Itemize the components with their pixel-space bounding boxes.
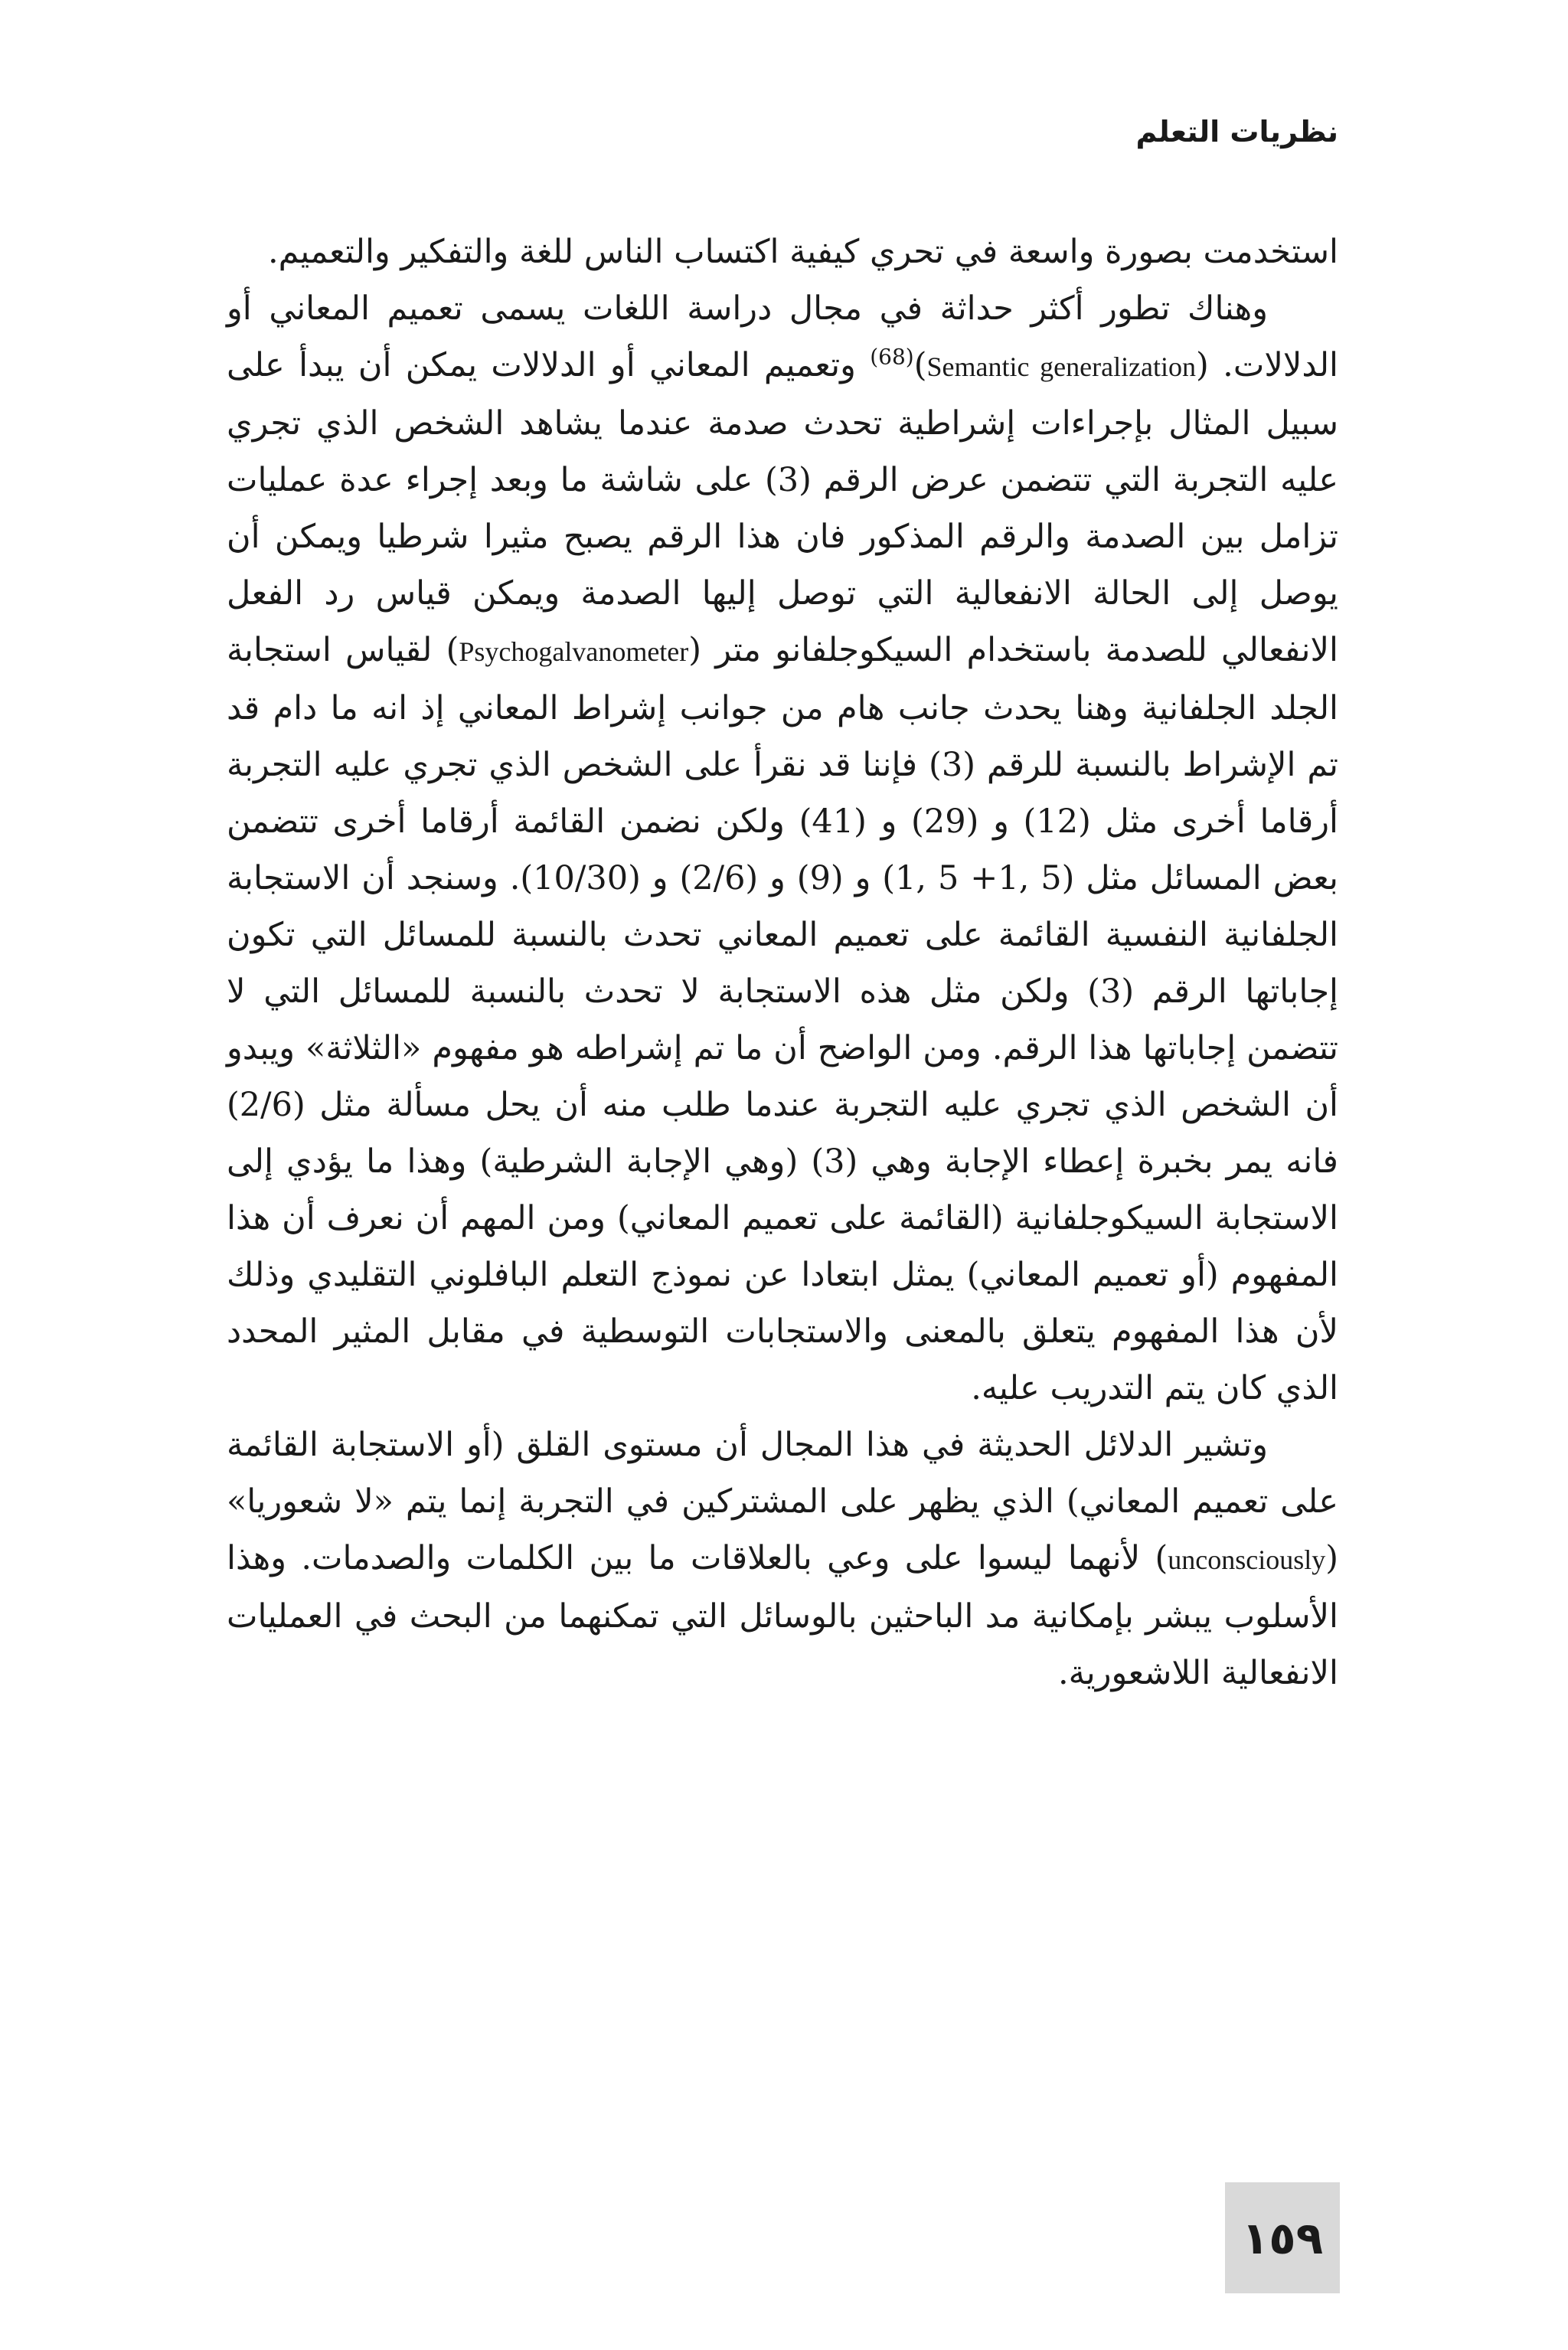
paragraph-2-after-latin: ): [913, 346, 927, 384]
latin-term-unconsciously: unconsciously: [1168, 1544, 1326, 1575]
paragraph-2-after: وتعميم المعاني أو الدلالات يمكن أن يبدأ على سبيل المثال بإجراءات إشراطية تحدث صدمة عندما يشاهد الشخص الذي تجري عليه التجربة التي تتضمن عرض الرقم (3) على شاشة ما وبعد إجراء عدة عمليات تزامل بين الصدمة والرقم المذكور فان هذا الرقم يصبح مثيرا شرطيا ويمكن أن يوصل إلى الحالة الانفعالية التي توصل إليها الصدمة ويمكن قياس رد الفعل الانفعالي للصدمة باستخدام السيكوجلفانو متر (: [227, 346, 1338, 669]
paragraph-3-before: وتشير الدلائل الحديثة في هذا المجال أن مستوى القلق (أو الاستجابة القائمة على تعميم المعاني) الذي يظهر على المشتركين في التجربة إنما يتم «لا شعوريا» (: [227, 1426, 1338, 1577]
paragraph-1-text: استخدمت بصورة واسعة في تحري كيفية اكتساب الناس للغة والتفكير والتعميم.: [268, 233, 1338, 271]
page-number: ١٥٩: [1241, 2211, 1324, 2264]
paragraph-3: [227, 1417, 1338, 1701]
paragraph-2-continued: ) لقياس استجابة الجلد الجلفانية وهنا يحدث جانب هام من جوانب إشراط المعاني إذ انه ما دام قد تم الإشراط بالنسبة للرقم (3) فإننا قد نقرأ على الشخص الذي تجري عليه التجربة أرقاما أخرى مثل (12) و (29) و (41) ولكن نضمن القائمة أرقاما أخرى تتضمن بعض المسائل مثل (5 ,1+ 5 ,1) و (9) و (2/6) و (10/30). وسنجد أن الاستجابة الجلفانية النفسية القائمة على تعميم المعاني تحدث بالنسبة للمسائل التي تكون إجاباتها الرقم (3) ولكن مثل هذه الاستجابة لا تحدث بالنسبة للمسائل التي لا تتضمن إجاباتها هذا الرقم. ومن الواضح أن ما تم إشراطه هو مفهوم «الثلاثة» ويبدو أن الشخص الذي تجري عليه التجربة عندما طلب منه أن يحل مسألة مثل (2/6) فانه يمر بخبرة إعطاء الإجابة وهي (3) (وهي الإجابة الشرطية) وهذا ما يؤدي إلى الاستجابة السيكوجلفانية (القائمة على تعميم المعاني) ومن المهم أن نعرف أن هذا المفهوم (أو تعميم المعاني) يمثل ابتعادا عن نموذج التعلم البافلوني التقليدي وذلك لأن هذا المفهوم يتعلق بالمعنى والاستجابات التوسطية في مقابل المثير المحدد الذي كان يتم التدريب عليه.: [227, 631, 1339, 1407]
paragraph-3-after: ) لأنهما ليسوا على وعي بالعلاقات ما بين الكلمات والصدمات. وهذا الأسلوب يبشر بإمكانية مد الباحثين بالوسائل التي تمكنهما من البحث في العمليات الانفعالية اللاشعورية.: [227, 1539, 1338, 1692]
paragraph-2: [227, 280, 1338, 1417]
body-text: [227, 224, 1338, 1701]
paragraph-1: [227, 224, 1338, 280]
latin-term-semantic-generalization: Semantic generalization: [926, 351, 1197, 382]
latin-term-psychogalvanometer: Psychogalvanometer: [459, 636, 689, 667]
paragraph-2-before: وهناك تطور أكثر حداثة في مجال دراسة اللغات يسمى تعميم المعاني أو الدلالات. (: [227, 289, 1338, 384]
footnote-ref-68: (68): [870, 344, 914, 370]
running-header: نظريات التعلم: [1135, 115, 1338, 149]
page-number-box: [1225, 2182, 1340, 2293]
